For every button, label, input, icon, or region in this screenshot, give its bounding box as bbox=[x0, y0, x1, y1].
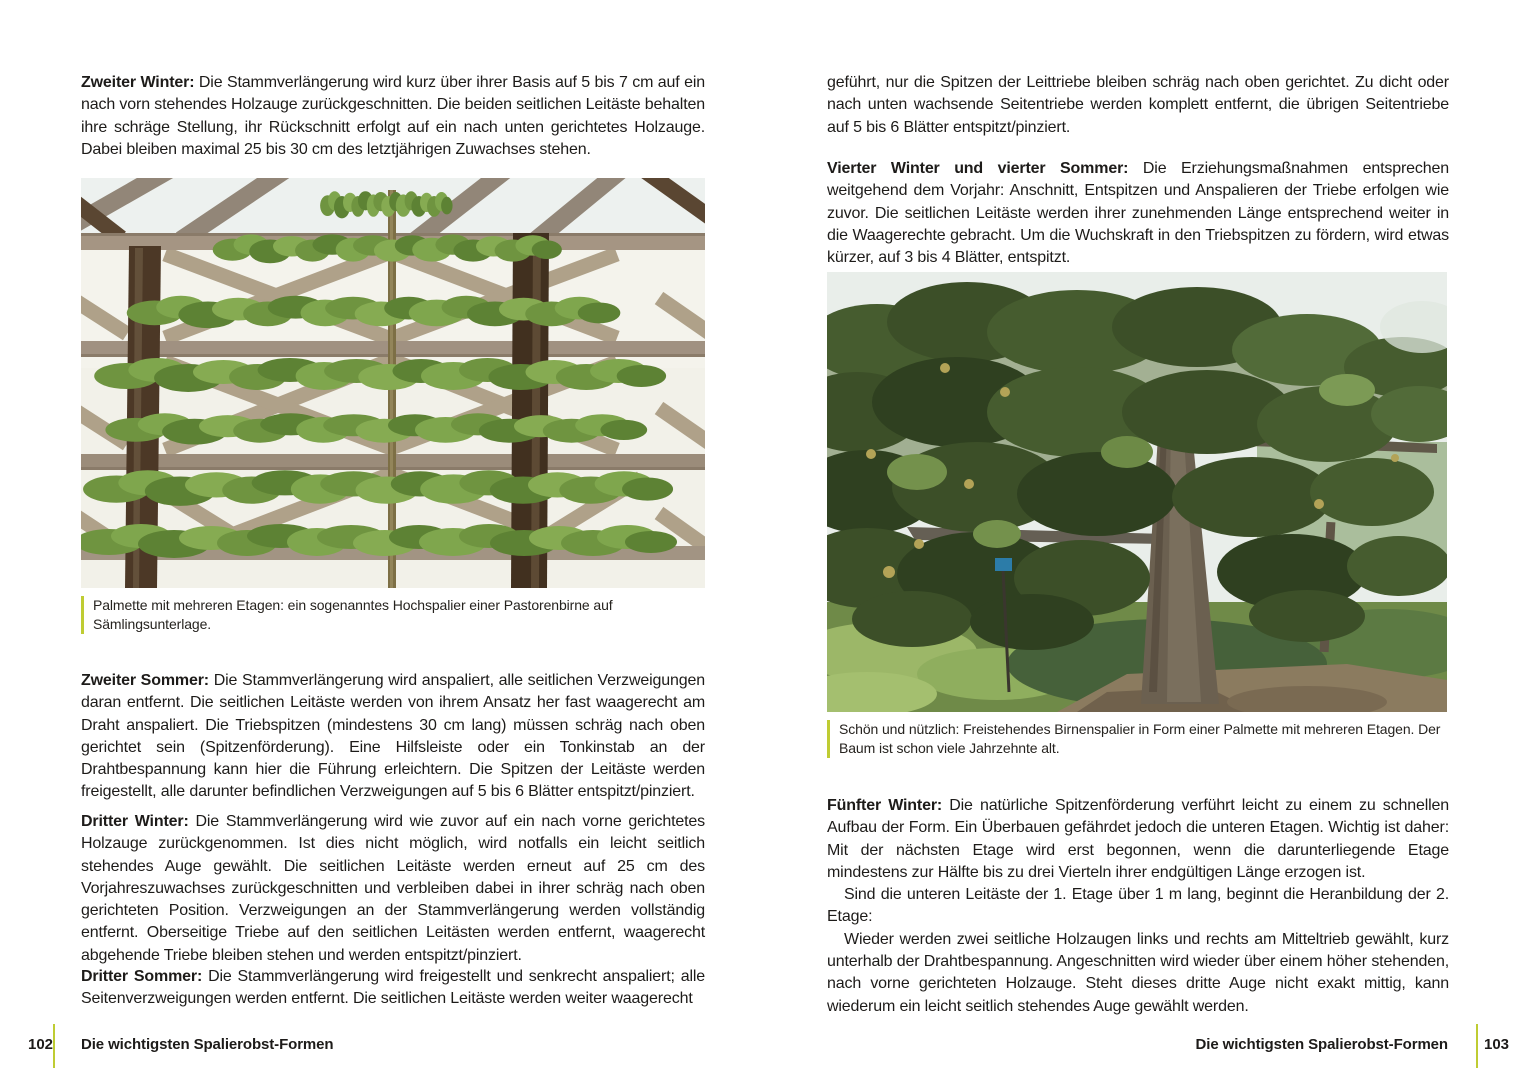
body-paragraph bbox=[827, 929, 1449, 1018]
paragraph-text: Die Stammverlängerung wird wie zuvor auf ein nach vorne gerichtetes Holzauge zurückgenommen. Ist dies nicht möglich, wird notfalls ein leicht seitlich stehendes Auge gewählt. Die seitlichen Leitäste werden erneut auf 25 cm des Vorjahreszuwachses zurückgeschnitten und verbleiben dabei in ihrer schräg nach oben gerichteten Position. Verzweigungen an der Stammverlängerung werden vollständig entfernt. Oberseitige Triebe auf den seitlichen Leitästen werden entfernt, waagerecht abgehende Triebe bleiben stehen und werden entspitzt/pinziert. bbox=[81, 813, 706, 964]
paragraph-text: Die Stammverlängerung wird freigestellt und senkrecht anspaliert; alle Seitenverzweigungen werden entfernt. Die seitlichen Leitäste werden weiter waagerecht bbox=[81, 968, 705, 1008]
photo-caption bbox=[81, 596, 705, 634]
paragraph-text: Die natürliche Spitzenförderung verführt leicht zu einem zu schnellen Aufbau der Form. Ein Überbauen gefährdet jedoch die unteren Etagen. Wichtig ist daher: Mit der nächsten Etage wird erst begonnen, wenn die darunterliegende Etage mindestens zur Hälfte bis zu drei Vierteln ihrer endgültigen Länge erzogen ist. bbox=[827, 797, 1450, 881]
paragraph-text: Wieder werden zwei seitliche Holzaugen links und rechts am Mitteltrieb gewählt, kurz unterhalb der Drahtbespannung. Angeschnitten wird wieder über einem höher stehenden, nach vorne gerichteten Holzauge. Steht dieses dritte Auge nicht exakt mittig, kann wiederum ein leicht seitlich stehendes Auge gewählt werden. bbox=[827, 930, 1449, 1015]
paragraph-lead: Dritter Winter: bbox=[81, 813, 189, 830]
espalier-wall-photo bbox=[81, 178, 705, 588]
paragraph-text: Die Stammverlängerung wird kurz über ihrer Basis auf 5 bis 7 cm auf ein nach vorn stehendes Holzauge zurückgeschnitten. Die beiden seitlichen Leitäste behalten ihre schräge Stellung, ihr Rückschnitt erfolgt auf ein nach unten gerichtetes Holzauge. Dabei bleiben maximal 25 bis 30 cm des letztjährigen Zuwachses stehen. bbox=[81, 74, 705, 158]
running-title-right: Die wichtigsten Spalierobst-Formen bbox=[1195, 1036, 1448, 1053]
body-paragraph bbox=[81, 72, 705, 161]
paragraph-text: Sind die unteren Leitäste der 1. Etage über 1 m lang, beginnt die Heranbildung der 2. Etage: bbox=[827, 886, 1449, 926]
paragraph-lead: Fünfter Winter: bbox=[827, 797, 943, 814]
photo-caption bbox=[827, 720, 1449, 758]
body-paragraph bbox=[827, 72, 1449, 139]
running-title-left: Die wichtigsten Spalierobst-Formen bbox=[81, 1036, 334, 1053]
paragraph-text: geführt, nur die Spitzen der Leittriebe bleiben schräg nach oben gerichtet. Zu dicht oder nach unten wachsende Seitentriebe werden komplett entfernt, die übrigen Seitentriebe auf 5 bis 6 Blätter entspitzt/pinziert. bbox=[827, 74, 1449, 136]
body-paragraph bbox=[827, 884, 1449, 929]
paragraph-lead: Vierter Winter und vierter Sommer: bbox=[827, 160, 1129, 177]
caption-text: Schön und nützlich: Freistehendes Birnenspalier in Form einer Palmette mit mehreren Etagen. Der Baum ist schon viele Jahrzehnte alt. bbox=[839, 721, 1441, 756]
body-paragraph bbox=[81, 966, 705, 1011]
paragraph-text: Die Stammverlängerung wird anspaliert, alle seitlichen Verzweigungen daran entfernt. Die seitlichen Leitäste werden von ihrem Ansatz her fast waagerecht am Draht anspaliert. Die Triebspitzen (mindestens 30 cm lang) müssen schräg nach oben gerichtet sein (Spitzenförderung). Eine Hilfsleiste oder ein Tonkinstab an der Drahtbespannung kann hier die Führung erleichtern. Die Spitzen der Leitäste werden freigestellt, alle darunter befindlichen Verzweigungen auf 5 bis 6 Blätter entspitzt/pinziert. bbox=[81, 672, 706, 801]
page-number-left: 102 bbox=[28, 1036, 54, 1053]
body-paragraph bbox=[827, 158, 1449, 269]
body-section bbox=[827, 795, 1449, 1018]
paragraph-text: Die Erziehungsmaßnahmen entsprechen weitgehend dem Vorjahr: Anschnitt, Entspitzen und Anspalieren der Triebe erfolgen wie zuvor. Die seitlichen Leitäste werden ihrer zunehmenden Länge entsprechend weiter in die Waagerechte gebracht. Um die Wuchskraft in den Triebspitzen zu fördern, wird etwas kürzer, auf 3 bis 4 Blätter, entspitzt. bbox=[827, 160, 1449, 267]
footer-divider-left bbox=[53, 1024, 55, 1068]
caption-text: Palmette mit mehreren Etagen: ein sogenanntes Hochspalier einer Pastorenbirne auf Sämlingsunterlage. bbox=[93, 597, 613, 632]
left-page bbox=[81, 0, 705, 1080]
paragraph-lead: Zweiter Sommer: bbox=[81, 672, 209, 689]
body-paragraph bbox=[81, 811, 705, 967]
espalier-tree-photo bbox=[827, 272, 1447, 712]
body-paragraph bbox=[81, 670, 705, 804]
paragraph-lead: Zweiter Winter: bbox=[81, 74, 195, 91]
page-number-right: 103 bbox=[1484, 1036, 1510, 1053]
tree-label-sign bbox=[995, 558, 1012, 571]
right-page bbox=[827, 0, 1449, 1080]
paragraph-lead: Dritter Sommer: bbox=[81, 968, 203, 985]
footer-divider-right bbox=[1476, 1024, 1478, 1068]
body-paragraph bbox=[827, 795, 1449, 884]
